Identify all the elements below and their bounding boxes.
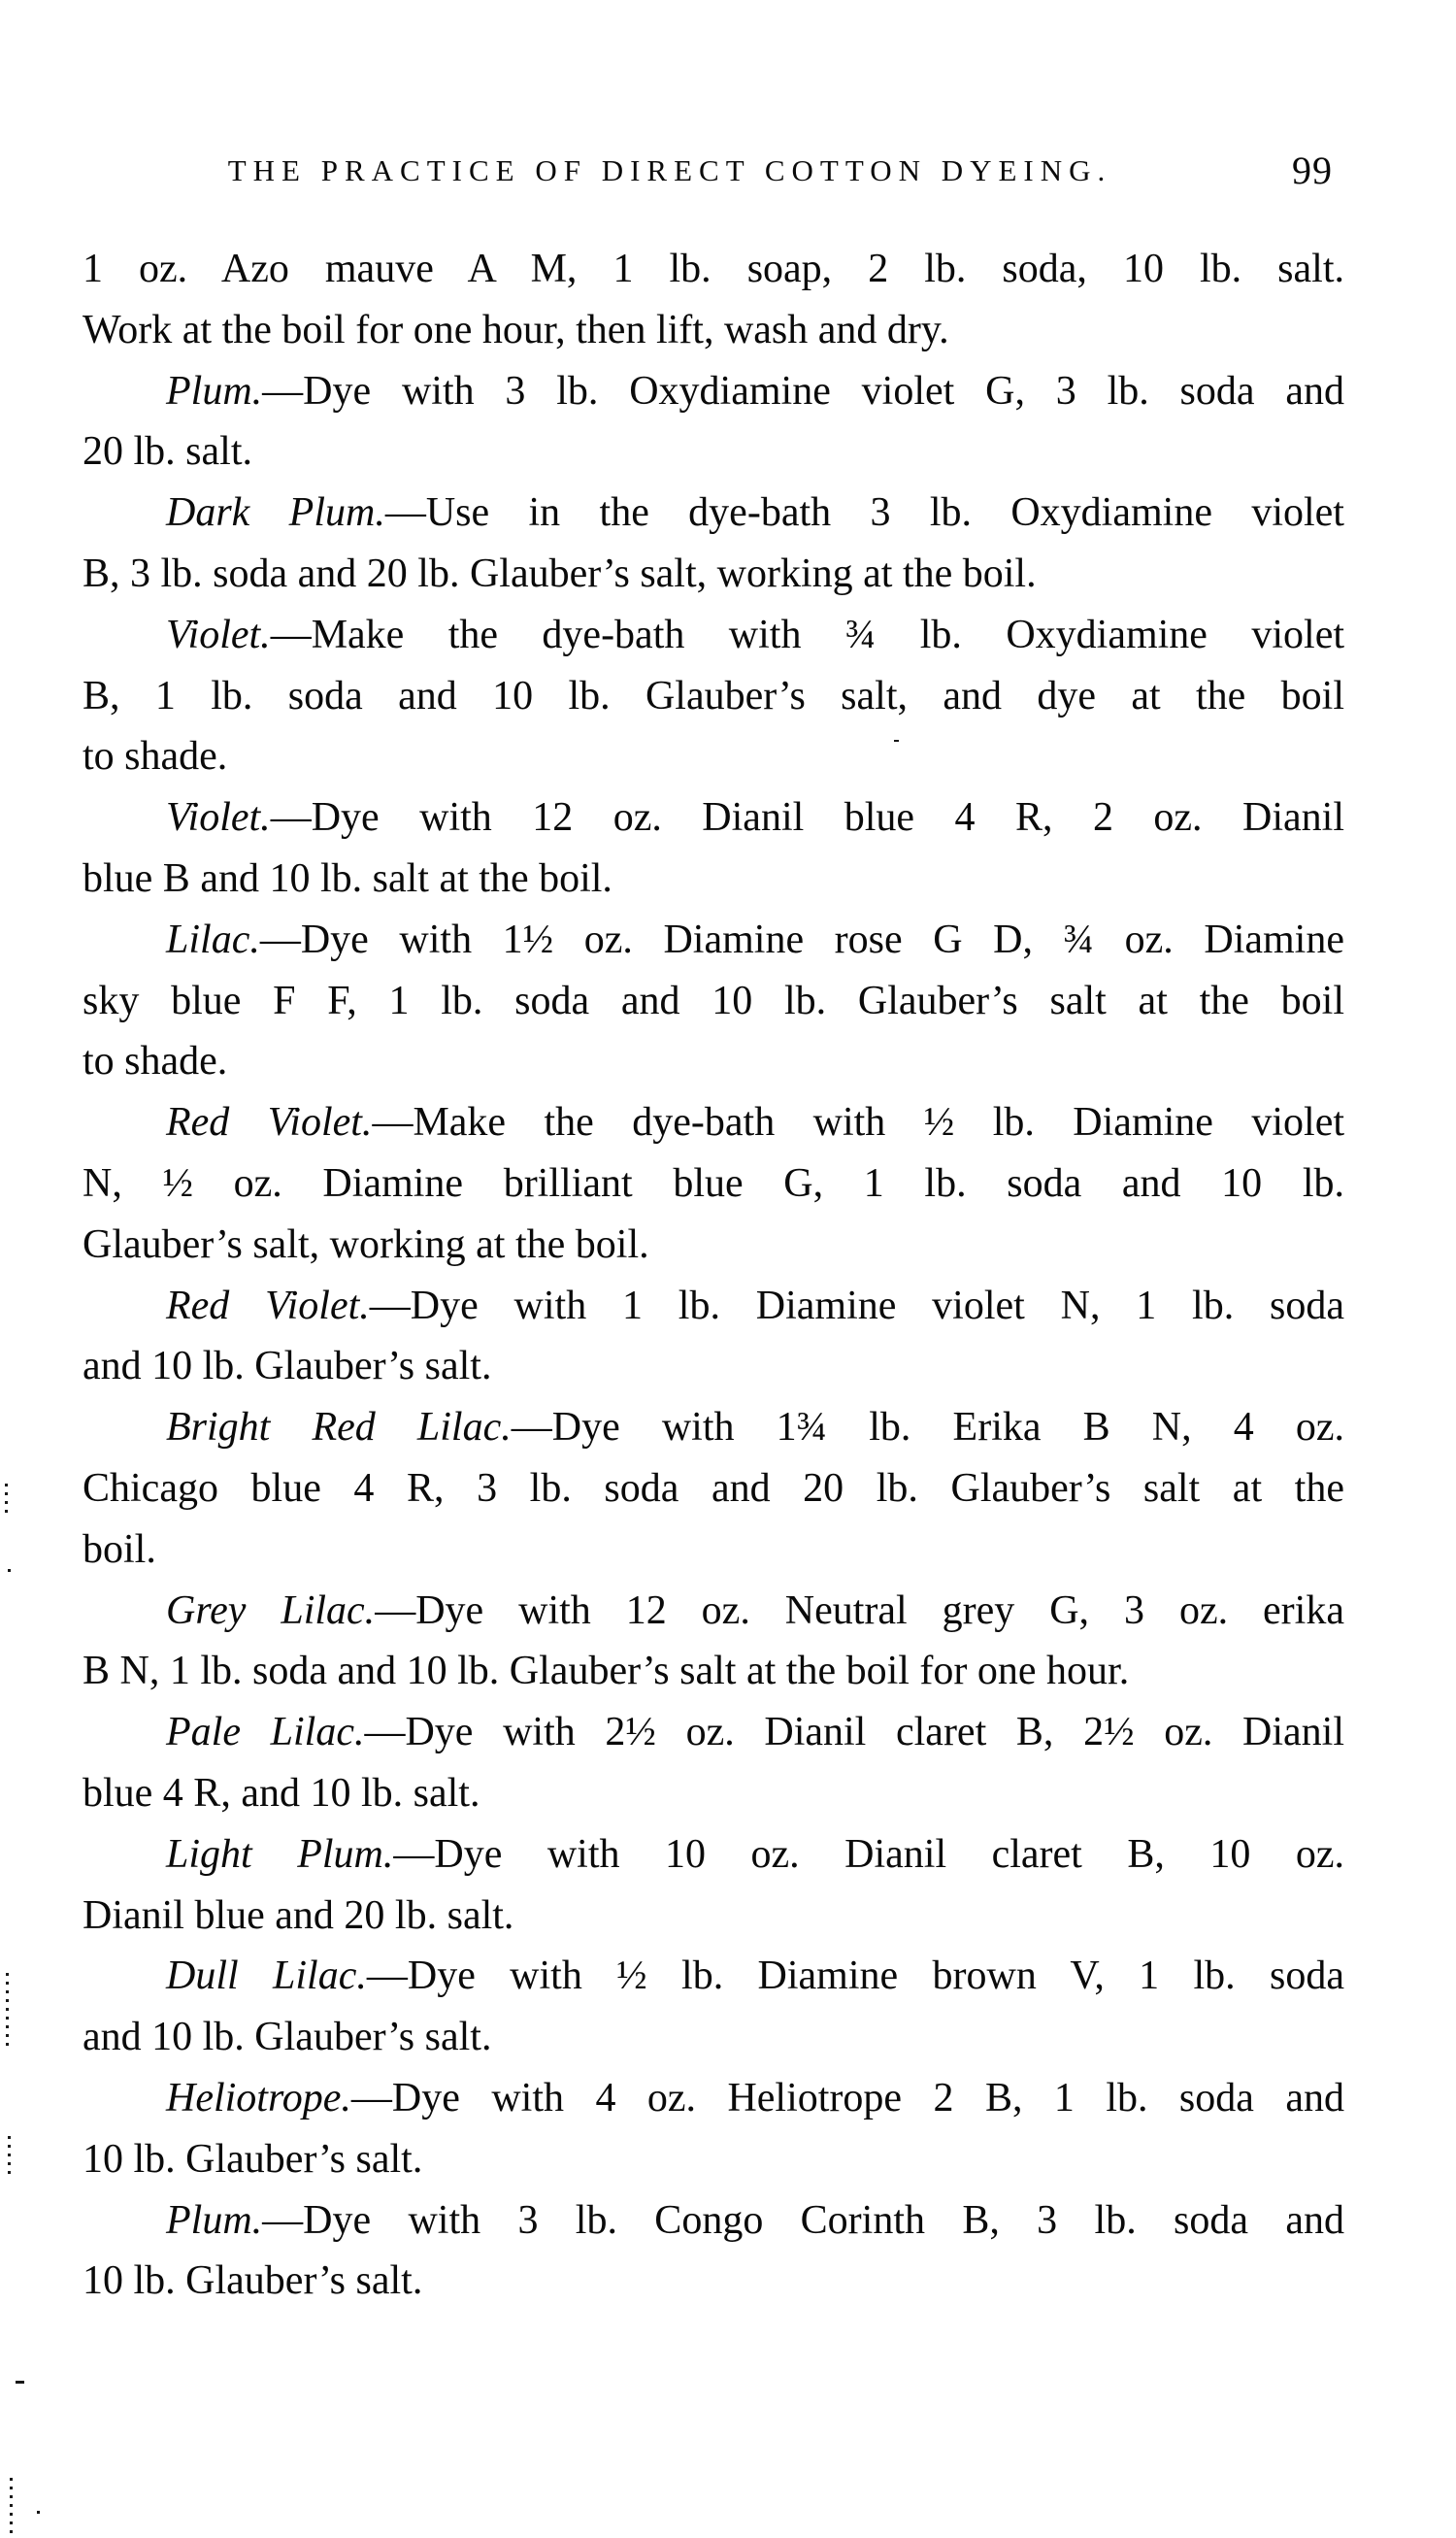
- scan-artifact: [8, 2136, 11, 2175]
- scan-artifact: [16, 2381, 24, 2384]
- text-line: [83, 2190, 1344, 2252]
- line-text: —Dye with 1 lb. Diamine violet N, 1 lb. soda: [369, 1283, 1344, 1328]
- line-text: —Dye with 12 oz. Dianil blue 4 R, 2 oz. Dianil: [270, 795, 1344, 841]
- text-line: [83, 910, 1344, 971]
- line-text: —Dye with ½ lb. Diamine brown V, 1 lb. soda: [366, 1954, 1345, 1999]
- text-line: [83, 1763, 1344, 1824]
- text-line: [83, 483, 1344, 544]
- text-line: [83, 971, 1344, 1032]
- text-line: [83, 544, 1344, 605]
- line-text: Glauber’s salt, working at the boil.: [83, 1221, 649, 1267]
- paragraph-lead-italic: Plum.: [166, 368, 263, 414]
- text-line: [83, 1153, 1344, 1215]
- line-text: Chicago blue 4 R, 3 lb. soda and 20 lb. Glauber’s salt at the: [83, 1465, 1344, 1511]
- text-line: [83, 1397, 1344, 1458]
- line-text: B, 1 lb. soda and 10 lb. Glauber’s salt, and dye at the boil: [83, 673, 1344, 718]
- running-title: THE PRACTICE OF DIRECT COTTON DYEING.: [227, 153, 1112, 187]
- text-line: [83, 849, 1344, 910]
- paragraph-lead-italic: Light Plum.: [166, 1831, 394, 1877]
- text-line: [83, 666, 1344, 727]
- scan-artifact: [37, 2511, 40, 2514]
- line-text: to shade.: [83, 1039, 228, 1085]
- scan-artifact: [894, 740, 899, 742]
- line-text: to shade.: [83, 734, 228, 780]
- paragraph-lead-italic: Red Violet.: [166, 1283, 370, 1328]
- line-text: blue B and 10 lb. salt at the boil.: [83, 855, 612, 901]
- line-text: 10 lb. Glauber’s salt.: [83, 2136, 423, 2182]
- running-header: [83, 149, 1344, 200]
- paragraph-lead-italic: Bright Red Lilac.: [166, 1405, 512, 1451]
- text-line: [83, 300, 1344, 361]
- text-line: [83, 421, 1344, 483]
- line-text: —Make the dye-bath with ½ lb. Diamine violet: [372, 1100, 1345, 1146]
- scan-artifact: [8, 1569, 11, 1572]
- text-line: [83, 1458, 1344, 1519]
- line-text: —Dye with 1½ oz. Diamine rose G D, ¾ oz. Diamine: [259, 917, 1344, 962]
- line-text: —Dye with 12 oz. Neutral grey G, 3 oz. erika: [375, 1587, 1344, 1633]
- paragraph-lead-italic: Plum.: [166, 2197, 263, 2243]
- line-text: —Dye with 10 oz. Dianil claret B, 10 oz.: [393, 1831, 1344, 1877]
- line-text: —Make the dye-bath with ¾ lb. Oxydiamine violet: [270, 612, 1344, 657]
- text-line: [83, 2068, 1344, 2129]
- line-text: Work at the boil for one hour, then lift, wash and dry.: [83, 307, 949, 352]
- line-text: —Dye with 2½ oz. Dianil claret B, 2½ oz. Dianil: [364, 1710, 1344, 1755]
- text-line: [83, 2251, 1344, 2312]
- line-text: blue 4 R, and 10 lb. salt.: [83, 1770, 480, 1816]
- scan-artifact: [5, 1484, 8, 1519]
- paragraph-lead-italic: Heliotrope.: [166, 2075, 351, 2121]
- text-line: [83, 1824, 1344, 1886]
- scan-artifact: [10, 2478, 13, 2534]
- text-line: [83, 605, 1344, 666]
- text-line: [83, 1215, 1344, 1276]
- paragraph-lead-italic: Pale Lilac.: [166, 1710, 365, 1755]
- page-body: [83, 239, 1344, 2312]
- text-line: [83, 1092, 1344, 1153]
- line-text: 1 oz. Azo mauve A M, 1 lb. soap, 2 lb. soda, 10 lb. salt.: [83, 247, 1344, 291]
- text-line: [83, 726, 1344, 787]
- line-text: 20 lb. salt.: [83, 429, 252, 475]
- text-line: [83, 1886, 1344, 1947]
- line-text: —Dye with 4 oz. Heliotrope 2 B, 1 lb. soda and: [350, 2075, 1344, 2121]
- line-text: Dianil blue and 20 lb. salt.: [83, 1892, 514, 1938]
- text-line: [83, 2129, 1344, 2190]
- paragraph-lead-italic: Grey Lilac.: [166, 1587, 376, 1633]
- paragraph-lead-italic: Violet.: [166, 612, 271, 657]
- scan-artifact: [6, 1973, 9, 2047]
- line-text: and 10 lb. Glauber’s salt.: [83, 1344, 492, 1389]
- line-text: 10 lb. Glauber’s salt.: [83, 2258, 423, 2304]
- line-text: —Dye with 3 lb. Congo Corinth B, 3 lb. soda and: [262, 2197, 1344, 2243]
- page-number: 99: [1292, 149, 1333, 192]
- text-line: [83, 1641, 1344, 1702]
- text-line: [83, 1276, 1344, 1337]
- text-line: [83, 239, 1344, 300]
- paragraph-lead-italic: Red Violet.: [166, 1100, 373, 1146]
- line-text: boil.: [83, 1526, 156, 1572]
- line-text: —Dye with 3 lb. Oxydiamine violet G, 3 lb. soda and: [262, 368, 1344, 414]
- paragraph-lead-italic: Lilac.: [166, 917, 260, 962]
- line-text: sky blue F F, 1 lb. soda and 10 lb. Glauber’s salt at the boil: [83, 978, 1344, 1023]
- line-text: —Use in the dye-bath 3 lb. Oxydiamine violet: [384, 490, 1344, 536]
- line-text: B, 3 lb. soda and 20 lb. Glauber’s salt, working at the boil.: [83, 551, 1037, 596]
- text-line: [83, 1336, 1344, 1397]
- line-text: and 10 lb. Glauber’s salt.: [83, 2015, 492, 2060]
- text-line: [83, 1581, 1344, 1642]
- text-line: [83, 2007, 1344, 2068]
- text-line: [83, 787, 1344, 849]
- text-line: [83, 361, 1344, 422]
- text-line: [83, 1946, 1344, 2007]
- paragraph-lead-italic: Dark Plum.: [166, 490, 385, 536]
- line-text: B N, 1 lb. soda and 10 lb. Glauber’s salt at the boil for one hour.: [83, 1649, 1130, 1694]
- line-text: N, ½ oz. Diamine brilliant blue G, 1 lb. soda and 10 lb.: [83, 1160, 1344, 1206]
- paragraph-lead-italic: Violet.: [166, 795, 271, 841]
- line-text: —Dye with 1¾ lb. Erika B N, 4 oz.: [511, 1405, 1344, 1451]
- text-line: [83, 1519, 1344, 1581]
- text-line: [83, 1031, 1344, 1092]
- paragraph-lead-italic: Dull Lilac.: [166, 1954, 367, 1999]
- text-line: [83, 1702, 1344, 1763]
